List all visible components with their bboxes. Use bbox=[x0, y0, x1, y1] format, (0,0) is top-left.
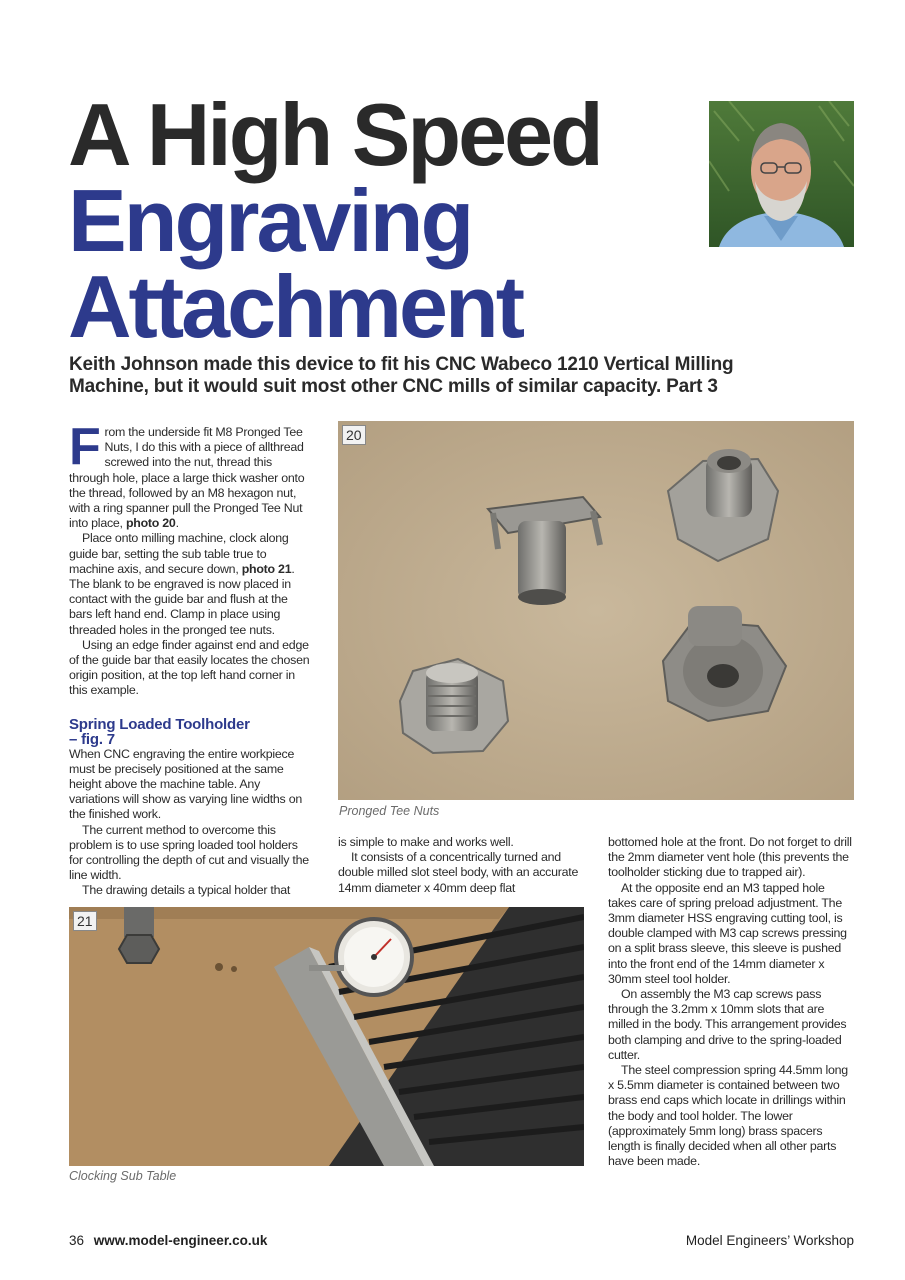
paragraph-4: When CNC engraving the entire workpiece must be precisely positioned at the same height above the machine table. Any variations will show as varying line widths on the finished work. bbox=[69, 746, 302, 822]
author-portrait bbox=[709, 101, 854, 247]
body-column-3 bbox=[608, 835, 855, 1169]
paragraph-7: It consists of a concentrically turned and double milled slot steel body, with an accurate 14mm diameter x 40mm deep flat bbox=[338, 850, 579, 895]
paragraph-5: The current method to overcome this problem is to use spring loaded tool holders for controlling the depth of cut and visually the line width. bbox=[69, 822, 309, 883]
section-heading: Spring Loaded Toolholder – fig. 7 bbox=[69, 715, 250, 748]
photo-21-number: 21 bbox=[73, 911, 97, 931]
body-column-2 bbox=[338, 835, 585, 896]
paragraph-10: The steel compression spring 44.5mm long x 5.5mm diameter is contained between two brass end caps which locate in drillings within the body and tool holder. The lower (approximately 5mm long) brass spacers length is finally decided when all other parts have been made. bbox=[608, 1063, 848, 1169]
paragraph-6-continued: is simple to make and works well. bbox=[338, 835, 514, 849]
photo-21 bbox=[69, 907, 584, 1166]
website-url: www.model-engineer.co.uk bbox=[93, 1233, 268, 1248]
paragraph-8: At the opposite end an M3 tapped hole takes care of spring preload adjustment. The 3mm diameter HSS engraving cutting tool, is double clamped with M3 cap screws pressing on a split brass sleeve, this sleeve is pushed into the front end of the 14mm diameter x 30mm steel tool holder. bbox=[608, 880, 847, 986]
paragraph-6: The drawing details a typical holder that bbox=[82, 883, 291, 898]
title-line-3: Attachment bbox=[68, 257, 523, 356]
title-line-1: A High Speed bbox=[68, 85, 601, 184]
title-line-2: Engraving bbox=[68, 171, 472, 270]
photo-20-number: 20 bbox=[342, 425, 366, 445]
magazine-name: Model Engineers’ Workshop bbox=[685, 1233, 854, 1248]
paragraph-1: From the underside fit M8 Pronged Tee Nuts, I do this with a piece of allthread screwed into the nut, thread this through hole, place a large thick washer onto the thread, followed by an M8 hexagon nut, with a ring spanner pull the Pronged Tee Nut into place, photo 20. bbox=[69, 418, 305, 531]
paragraph-9: On assembly the M3 cap screws pass through the 3.2mm x 10mm slots that are milled in the body. This arrangement provides both clamping and drive to the spring-loaded cutter. bbox=[608, 987, 847, 1062]
paragraph-7-continued: bottomed hole at the front. Do not forget to drill the 2mm diameter vent hole (this prevents the toolholder sticking due to trapped air). bbox=[608, 835, 852, 880]
photo-21-reference: photo 21 bbox=[241, 561, 292, 576]
article-title bbox=[68, 85, 601, 356]
photo-20-reference: photo 20 bbox=[125, 516, 176, 531]
page-number: 36 bbox=[69, 1233, 85, 1248]
paragraph-2: Place onto milling machine, clock along guide bar, setting the sub table true to machine axis, and secure down, photo 21. The blank to be engraved is now placed in contact with the guide bar and flush at the bars left hand end. Clamp in place using threaded holes in the pronged tee nuts. bbox=[69, 531, 295, 637]
photo-21-caption: Clocking Sub Table bbox=[69, 1169, 177, 1183]
body-column-1 bbox=[69, 418, 312, 899]
photo-20 bbox=[338, 421, 854, 800]
drop-cap: F bbox=[69, 418, 101, 476]
standfirst: Keith Johnson made this device to fit his CNC Wabeco 1210 Vertical Milling Machine, but it would suit most other CNC mills of similar capacity. Part 3 bbox=[69, 354, 734, 397]
photo-20-caption: Pronged Tee Nuts bbox=[339, 804, 440, 818]
paragraph-3: Using an edge finder against end and edge of the guide bar that easily locates the chosen origin position, at the top left hand corner in this example. bbox=[69, 637, 310, 698]
footer-left bbox=[69, 1233, 267, 1248]
